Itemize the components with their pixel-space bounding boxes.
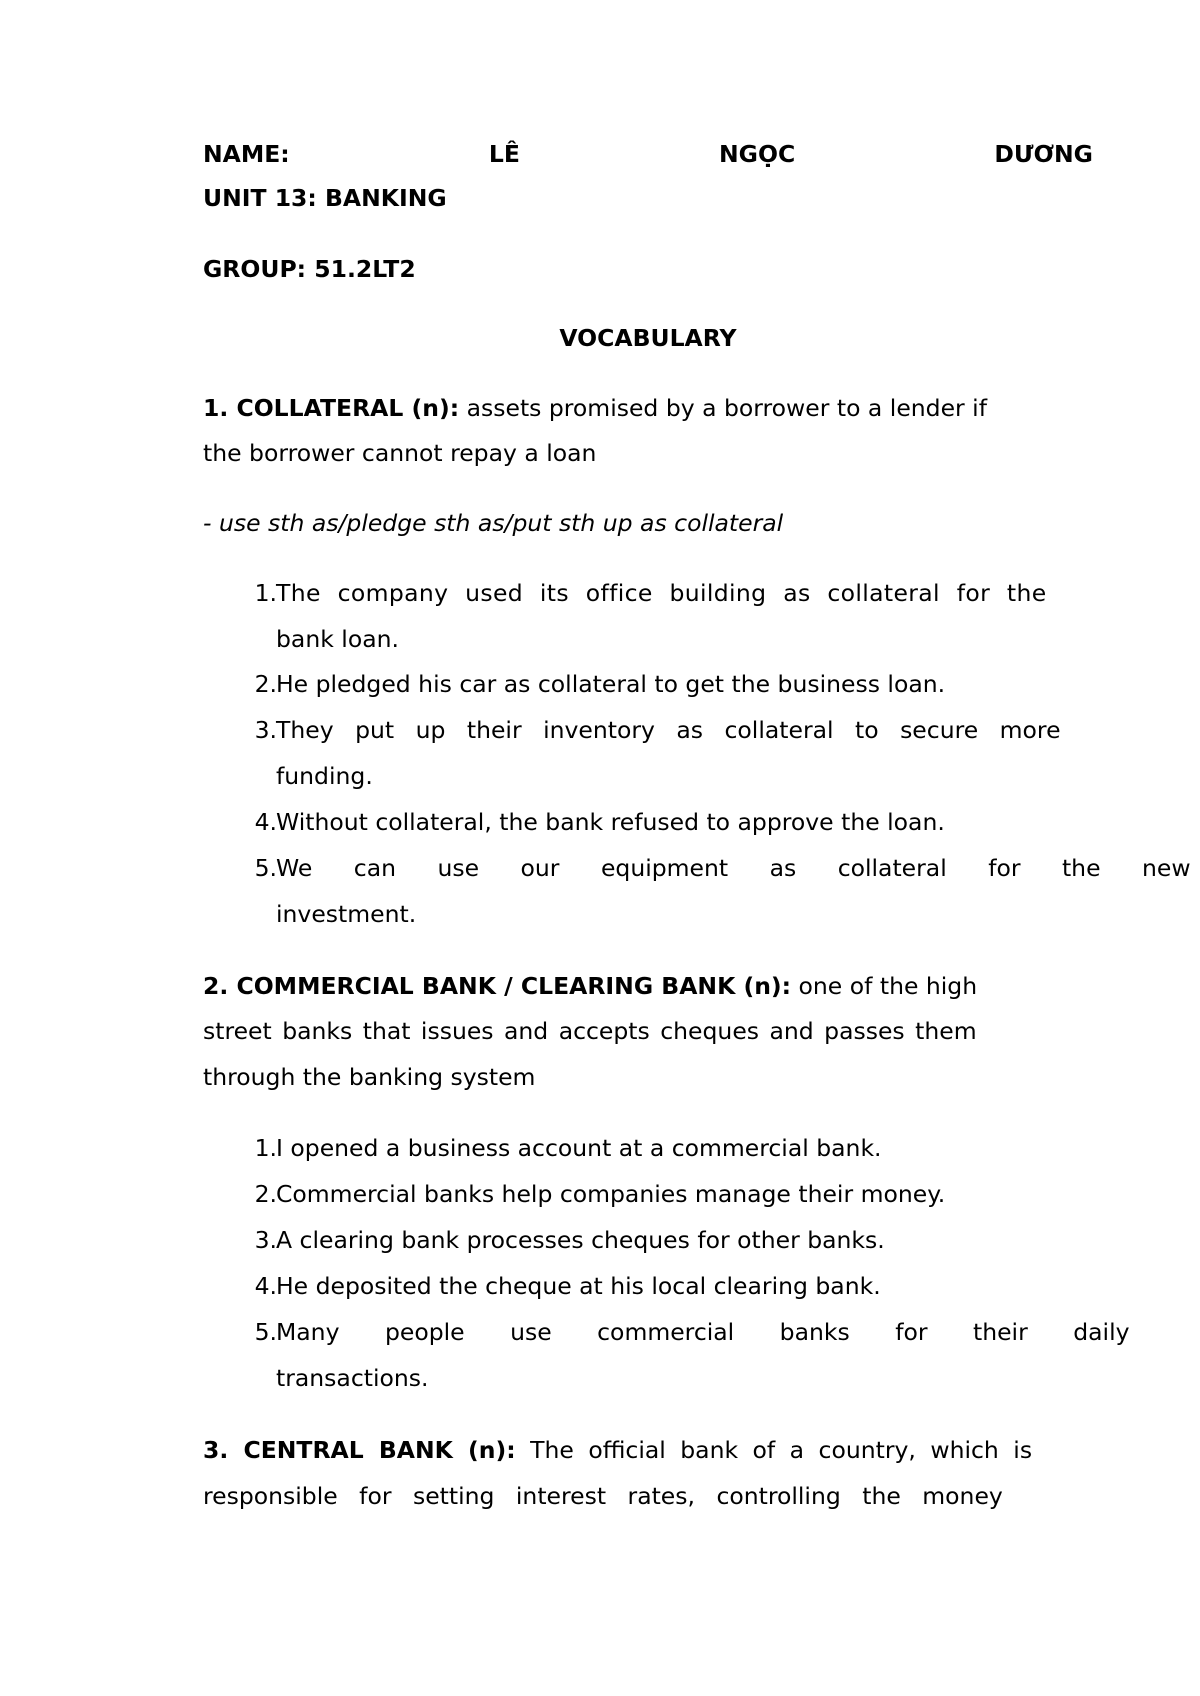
entry1-example-number: 3. [254,716,277,744]
entry1-example-3-line1: They put up their inventory as collateral to secure more [276,716,1061,744]
entry3-definition-start: The official bank of a country, which is [515,1436,1033,1464]
entry1-definition-line1 [203,392,1093,424]
entry1-usage: - use sth as/pledge sth as/put sth up as collateral [203,509,784,537]
group-line: GROUP: 51.2LT2 [203,255,416,283]
entry1-example-number: 1. [254,579,277,607]
entry2-example-5-line2: transactions. [276,1364,429,1392]
unit-line: UNIT 13: BANKING [203,184,447,212]
entry2-example-number: 4. [254,1272,277,1300]
section-title: VOCABULARY [559,324,737,352]
entry1-definition-start: assets promised by a borrower to a lender if [459,394,987,422]
entry2-example-4-line1: He deposited the cheque at his local clearing bank. [276,1272,881,1300]
entry2-definition-line2: street banks that issues and accepts cheques and passes them [203,1017,977,1045]
entry1-example-1-line1: The company used its office building as collateral for the [276,579,1047,607]
entry2-example-5-line1: Many people use commercial banks for their daily [276,1318,1130,1346]
name-label: NAME: [203,140,290,168]
entry1-example-number: 4. [254,808,277,836]
entry1-example-5-line2: investment. [276,900,417,928]
entry2-example-number: 3. [254,1226,277,1254]
entry3-definition-line1 [203,1434,1093,1466]
name-part-3: DƯƠNG [994,140,1093,168]
entry2-example-2-line1: Commercial banks help companies manage their money. [276,1180,946,1208]
entry1-term: 1. COLLATERAL (n): [203,394,460,422]
entry2-example-number: 1. [254,1134,277,1162]
entry1-example-5-line1: We can use our equipment as collateral for the new [276,854,1191,882]
entry2-example-number: 2. [254,1180,277,1208]
entry2-example-number: 5. [254,1318,277,1346]
entry3-definition-line2: responsible for setting interest rates, controlling the money [203,1482,1003,1510]
entry2-definition-start: one of the high [791,972,978,1000]
entry1-example-number: 2. [254,670,277,698]
entry1-example-3-line2: funding. [276,762,373,790]
entry2-term: 2. COMMERCIAL BANK / CLEARING BANK (n): [203,972,792,1000]
name-line [203,138,1093,170]
name-part-2: NGỌC [719,140,796,168]
entry2-example-3-line1: A clearing bank processes cheques for other banks. [276,1226,885,1254]
entry1-definition-line2: the borrower cannot repay a loan [203,439,597,467]
entry2-example-1-line1: I opened a business account at a commercial bank. [276,1134,882,1162]
entry1-example-2-line1: He pledged his car as collateral to get the business loan. [276,670,946,698]
entry1-example-number: 5. [254,854,277,882]
entry1-example-4-line1: Without collateral, the bank refused to approve the loan. [276,808,945,836]
entry1-example-1-line2: bank loan. [276,625,399,653]
name-part-1: LÊ [488,140,520,168]
entry2-definition-line3: through the banking system [203,1063,536,1091]
entry3-term: 3. CENTRAL BANK (n): [203,1436,516,1464]
entry2-definition-line1 [203,970,1093,1002]
